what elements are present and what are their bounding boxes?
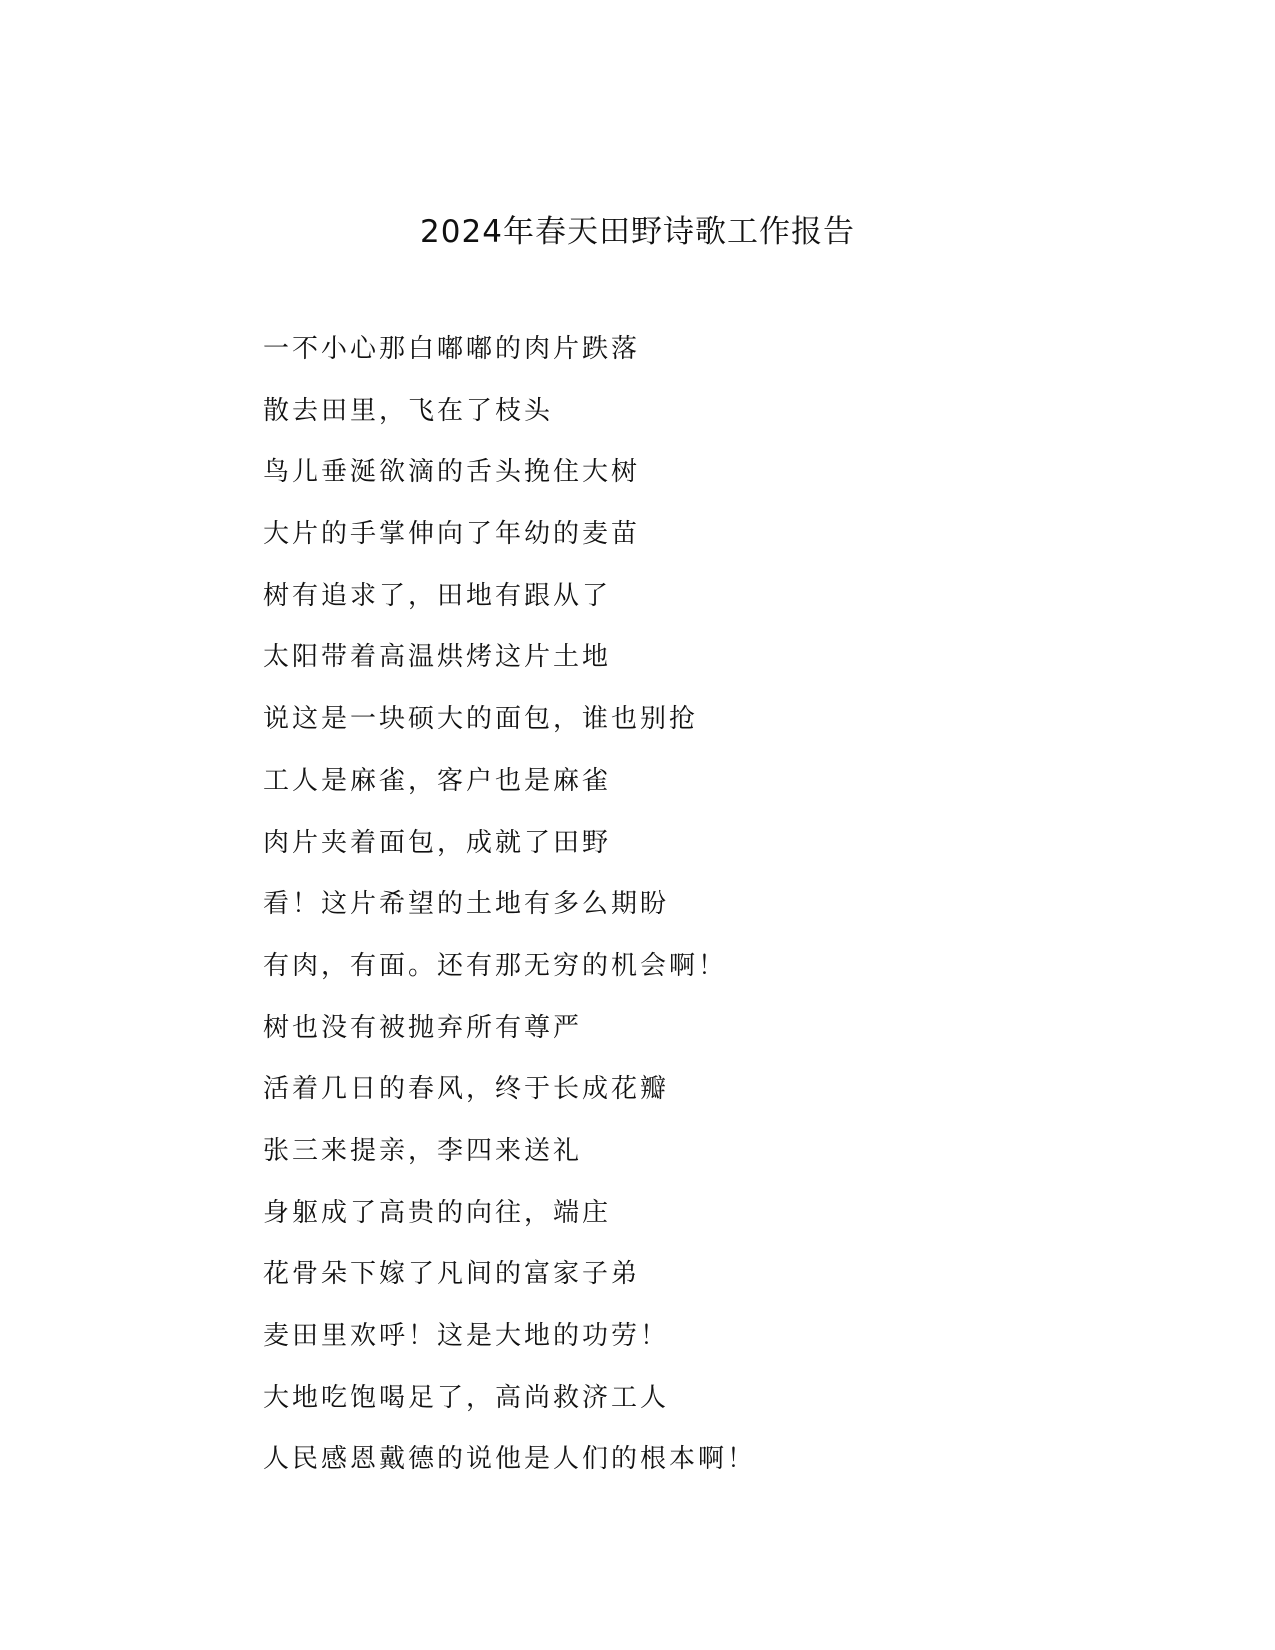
poem-line: 张三来提亲，李四来送礼 bbox=[263, 1135, 583, 1166]
poem-line: 肉片夹着面包，成就了田野 bbox=[263, 827, 612, 858]
poem-line: 鸟儿垂涎欲滴的舌头挽住大树 bbox=[263, 457, 641, 488]
document-title: 2024年春天田野诗歌工作报告 bbox=[420, 214, 855, 250]
poem-line: 麦田里欢呼！这是大地的功劳！ bbox=[263, 1321, 670, 1351]
poem-body bbox=[263, 330, 1163, 1502]
poem-line: 树也没有被抛弃所有尊严 bbox=[263, 1012, 583, 1043]
poem-line: 一不小心那白嘟嘟的肉片跌落 bbox=[263, 334, 641, 364]
poem-line: 身躯成了高贵的向往，端庄 bbox=[263, 1197, 612, 1228]
poem-line: 人民感恩戴德的说他是人们的根本啊！ bbox=[263, 1444, 757, 1475]
poem-line: 说这是一块硕大的面包，谁也别抢 bbox=[263, 704, 699, 735]
poem-line: 看！这片希望的土地有多么期盼 bbox=[263, 889, 670, 920]
poem-line: 有肉，有面。还有那无穷的机会啊！ bbox=[263, 950, 728, 981]
poem-line: 树有追求了，田地有跟从了 bbox=[263, 580, 612, 611]
poem-line: 活着几日的春风，终于长成花瓣 bbox=[263, 1074, 670, 1105]
poem-line: 大片的手掌伸向了年幼的麦苗 bbox=[263, 519, 641, 550]
poem-line: 花骨朵下嫁了凡间的富家子弟 bbox=[263, 1259, 641, 1290]
poem-line: 太阳带着高温烘烤这片土地 bbox=[263, 642, 612, 673]
poem-line: 工人是麻雀，客户也是麻雀 bbox=[263, 765, 612, 796]
poem-line: 大地吃饱喝足了，高尚救济工人 bbox=[263, 1382, 670, 1413]
poem-line: 散去田里，飞在了枝头 bbox=[263, 395, 554, 426]
